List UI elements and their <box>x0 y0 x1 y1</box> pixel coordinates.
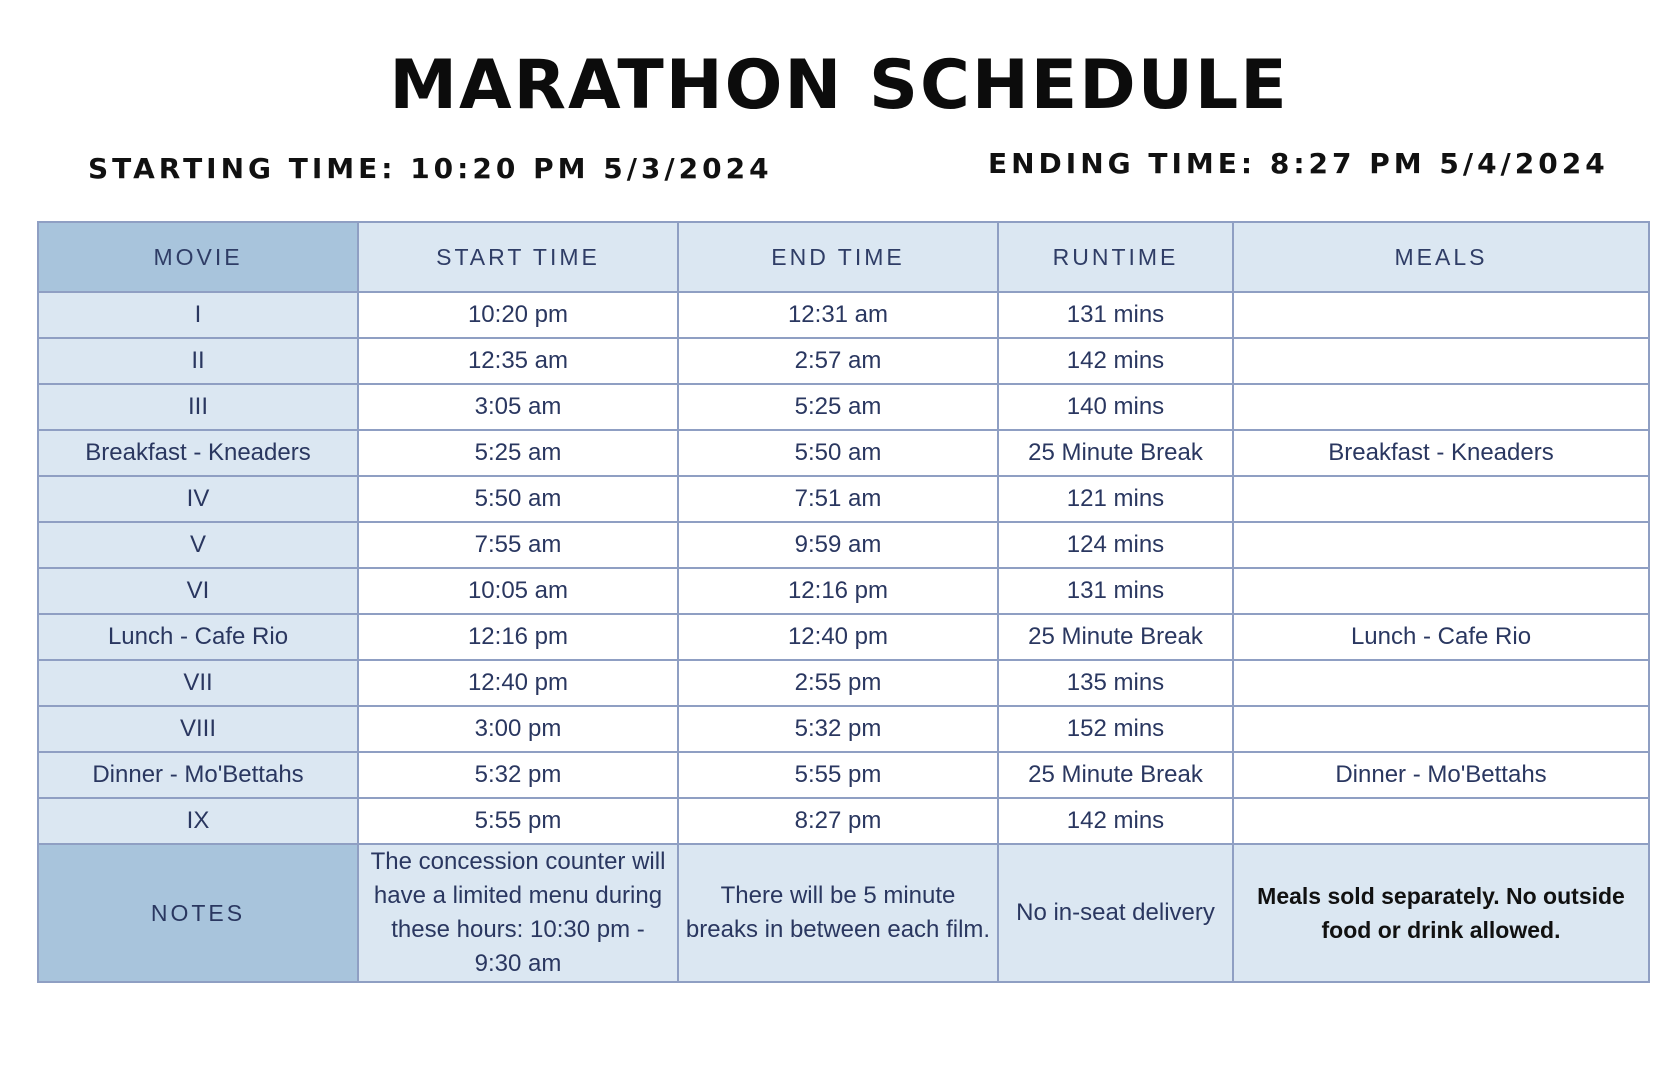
movie-cell: V <box>38 522 358 568</box>
column-header-meals: MEALS <box>1233 222 1649 292</box>
table-row <box>38 476 1649 522</box>
movie-cell: III <box>38 384 358 430</box>
note-concession: The concession counter will have a limited menu during these hours: 10:30 pm - 9:30 am <box>358 844 678 982</box>
page-title: MARATHON SCHEDULE <box>389 46 1289 125</box>
runtime-cell: 25 Minute Break <box>998 752 1233 798</box>
schedule-table <box>37 221 1650 983</box>
meals-cell <box>1233 292 1649 338</box>
start-time-cell: 12:16 pm <box>358 614 678 660</box>
table-row <box>38 338 1649 384</box>
column-header-runtime: RUNTIME <box>998 222 1233 292</box>
meals-cell: Lunch - Cafe Rio <box>1233 614 1649 660</box>
end-time-cell: 12:40 pm <box>678 614 998 660</box>
meals-cell <box>1233 798 1649 844</box>
start-time-cell: 12:40 pm <box>358 660 678 706</box>
movie-cell: VII <box>38 660 358 706</box>
meals-cell <box>1233 706 1649 752</box>
start-time-cell: 5:25 am <box>358 430 678 476</box>
runtime-cell: 142 mins <box>998 338 1233 384</box>
meals-cell <box>1233 476 1649 522</box>
table-header-row <box>38 222 1649 292</box>
start-time-cell: 5:32 pm <box>358 752 678 798</box>
start-time-cell: 3:05 am <box>358 384 678 430</box>
runtime-cell: 25 Minute Break <box>998 430 1233 476</box>
end-time-cell: 12:16 pm <box>678 568 998 614</box>
column-header-movie: MOVIE <box>38 222 358 292</box>
meals-cell <box>1233 338 1649 384</box>
starting-time: STARTING TIME: 10:20 PM 5/3/2024 <box>88 152 773 185</box>
meals-cell <box>1233 522 1649 568</box>
runtime-cell: 131 mins <box>998 568 1233 614</box>
movie-cell: IX <box>38 798 358 844</box>
table-row <box>38 660 1649 706</box>
table-row <box>38 752 1649 798</box>
notes-label: NOTES <box>38 844 358 982</box>
end-time-cell: 5:55 pm <box>678 752 998 798</box>
movie-cell: Lunch - Cafe Rio <box>38 614 358 660</box>
meals-cell: Dinner - Mo'Bettahs <box>1233 752 1649 798</box>
table-row <box>38 614 1649 660</box>
start-time-cell: 10:20 pm <box>358 292 678 338</box>
end-time-cell: 2:57 am <box>678 338 998 384</box>
end-time-cell: 5:32 pm <box>678 706 998 752</box>
runtime-cell: 135 mins <box>998 660 1233 706</box>
end-time-cell: 12:31 am <box>678 292 998 338</box>
end-time-cell: 5:50 am <box>678 430 998 476</box>
start-time-cell: 5:50 am <box>358 476 678 522</box>
runtime-cell: 142 mins <box>998 798 1233 844</box>
table-row <box>38 568 1649 614</box>
runtime-cell: 124 mins <box>998 522 1233 568</box>
meals-cell <box>1233 384 1649 430</box>
end-time-cell: 9:59 am <box>678 522 998 568</box>
end-time-cell: 2:55 pm <box>678 660 998 706</box>
note-delivery: No in-seat delivery <box>998 844 1233 982</box>
start-time-cell: 10:05 am <box>358 568 678 614</box>
runtime-cell: 131 mins <box>998 292 1233 338</box>
movie-cell: IV <box>38 476 358 522</box>
notes-row <box>38 844 1649 982</box>
table-row <box>38 798 1649 844</box>
runtime-cell: 25 Minute Break <box>998 614 1233 660</box>
runtime-cell: 152 mins <box>998 706 1233 752</box>
start-time-cell: 12:35 am <box>358 338 678 384</box>
start-time-cell: 5:55 pm <box>358 798 678 844</box>
table-row <box>38 430 1649 476</box>
start-time-cell: 7:55 am <box>358 522 678 568</box>
column-header-end-time: END TIME <box>678 222 998 292</box>
schedule-body <box>38 292 1649 982</box>
movie-cell: II <box>38 338 358 384</box>
movie-cell: Breakfast - Kneaders <box>38 430 358 476</box>
runtime-cell: 140 mins <box>998 384 1233 430</box>
note-meals: Meals sold separately. No outside food or drink allowed. <box>1233 844 1649 982</box>
start-time-cell: 3:00 pm <box>358 706 678 752</box>
column-header-start-time: START TIME <box>358 222 678 292</box>
movie-cell: VIII <box>38 706 358 752</box>
ending-time: ENDING TIME: 8:27 PM 5/4/2024 <box>988 147 1609 180</box>
end-time-cell: 8:27 pm <box>678 798 998 844</box>
meals-cell: Breakfast - Kneaders <box>1233 430 1649 476</box>
table-row <box>38 706 1649 752</box>
table-row <box>38 522 1649 568</box>
note-breaks: There will be 5 minute breaks in between each film. <box>678 844 998 982</box>
end-time-cell: 7:51 am <box>678 476 998 522</box>
end-time-cell: 5:25 am <box>678 384 998 430</box>
movie-cell: Dinner - Mo'Bettahs <box>38 752 358 798</box>
runtime-cell: 121 mins <box>998 476 1233 522</box>
table-row <box>38 384 1649 430</box>
movie-cell: I <box>38 292 358 338</box>
table-row <box>38 292 1649 338</box>
meals-cell <box>1233 660 1649 706</box>
movie-cell: VI <box>38 568 358 614</box>
meals-cell <box>1233 568 1649 614</box>
